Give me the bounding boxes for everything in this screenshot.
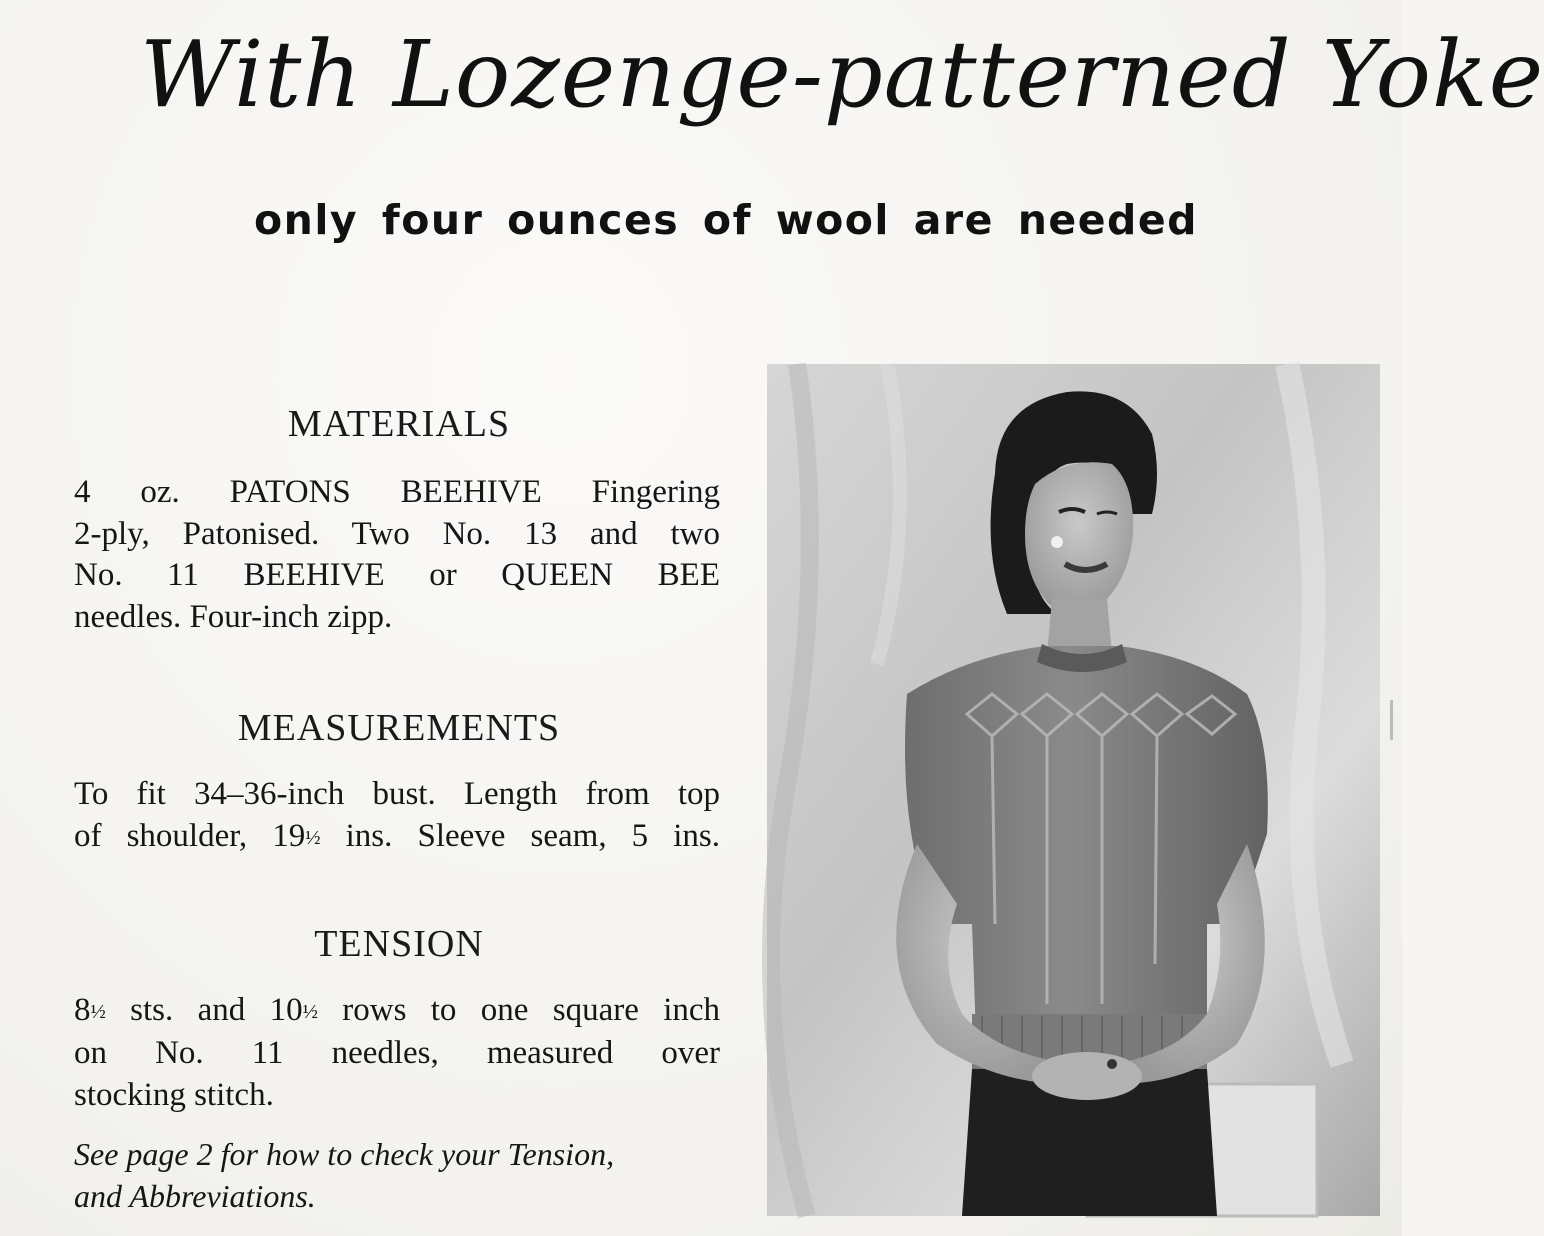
tension-heading: TENSION: [314, 923, 484, 965]
tension-text: [74, 990, 720, 1116]
page-edge-mark: [1390, 700, 1393, 740]
materials-line: needles. Four-inch zipp.: [74, 598, 393, 635]
materials-line: 2-ply, Patonised. Two No. 13 and two: [74, 515, 720, 552]
tension-line: on No. 11 needles, measured over: [74, 1035, 720, 1072]
tension-line: 8½ sts. and 10½ rows to one square inch: [74, 992, 721, 1028]
measurements-line: To fit 34–36-inch bust. Length from top: [74, 776, 720, 812]
tension-line: stocking stitch.: [74, 1076, 274, 1113]
abbreviations-note: See page 2 for how to check your Tension, and Abbreviations.: [74, 1136, 615, 1214]
page-title: With Lozenge-patterned Yoke: [140, 21, 1544, 128]
measurements-text: [74, 774, 720, 859]
measurements-line: of shoulder, 19½ ins. Sleeve seam, 5 ins.: [74, 817, 720, 854]
model-photograph-illustration: [767, 364, 1380, 1216]
materials-heading: MATERIALS: [287, 403, 511, 445]
page-subtitle: only four ounces of wool are needed: [254, 196, 1199, 244]
materials-line: No. 11 BEEHIVE or QUEEN BEE: [74, 557, 720, 593]
materials-line: 4 oz. PATONS BEEHIVE Fingering: [74, 474, 720, 510]
materials-text: [74, 472, 720, 638]
measurements-heading: MEASUREMENTS: [237, 707, 561, 749]
model-photograph: [767, 364, 1380, 1216]
